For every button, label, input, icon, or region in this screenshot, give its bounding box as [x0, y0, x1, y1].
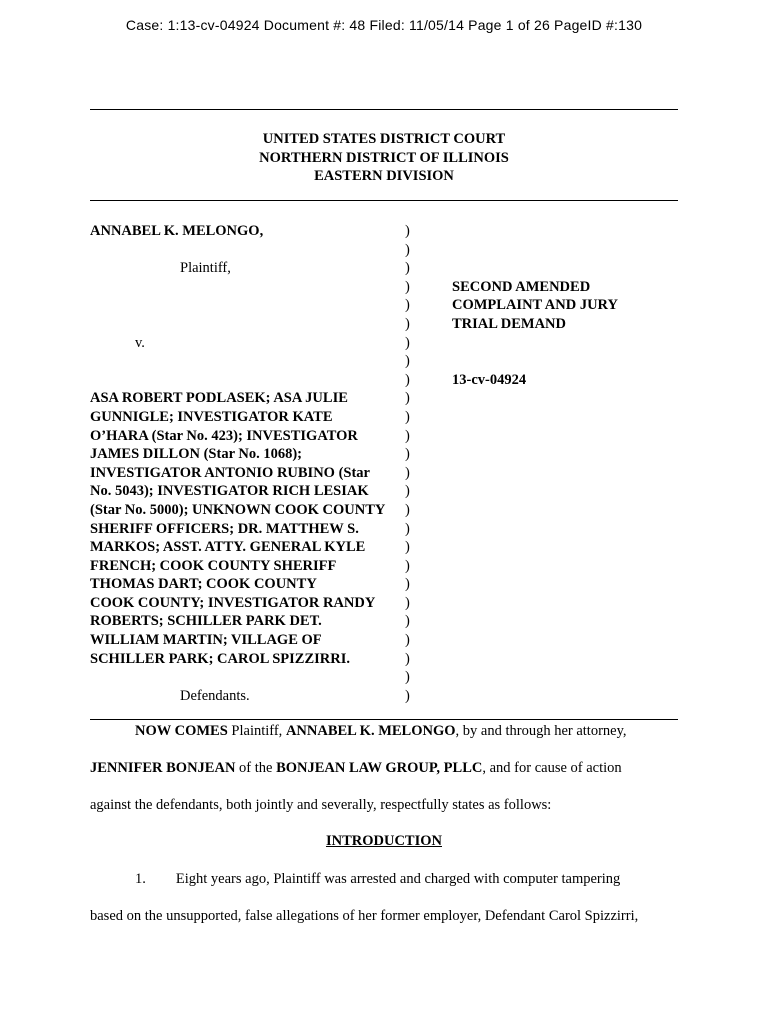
defendant-line: SHERIFF OFFICERS; DR. MATTHEW S. [90, 520, 359, 537]
paren: ) [405, 241, 410, 258]
defendant-line: SCHILLER PARK; CAROL SPIZZIRRI. [90, 650, 350, 667]
defendant-line: ASA ROBERT PODLASEK; ASA JULIE [90, 390, 348, 407]
paren: ) [405, 557, 410, 574]
defendants-list [90, 389, 410, 668]
defendant-line: No. 5043); INVESTIGATOR RICH LESIAK [90, 483, 369, 500]
plaintiff-name: ANNABEL K. MELONGO, [90, 223, 264, 239]
paren: ) [405, 576, 410, 593]
defendants-label: Defendants. [180, 687, 250, 704]
caption-top-rule [90, 200, 678, 201]
paren: ) [405, 632, 410, 649]
defendant-line: GUNNIGLE; INVESTIGATOR KATE [90, 408, 333, 425]
title-line: SECOND AMENDED [452, 278, 591, 295]
caption-bottom-rule [90, 719, 678, 720]
opening-line-3: against the defendants, both jointly and severally, respectfully states as follows: [90, 797, 552, 813]
paren: ) [405, 408, 410, 425]
versus-label: v. [135, 334, 145, 351]
paren: ) [405, 539, 410, 556]
paren: ) [405, 278, 410, 295]
paren: ) [405, 427, 410, 444]
paren: ) [405, 613, 410, 630]
court-name: UNITED STATES DISTRICT COURT [262, 131, 506, 147]
paren: ) [405, 594, 410, 611]
plaintiff-name-inline: ANNABEL K. MELONGO [285, 723, 456, 739]
paren: ) [405, 260, 410, 277]
paren: ) [405, 315, 410, 332]
defendant-line: O’HARA (Star No. 423); INVESTIGATOR [90, 427, 358, 444]
paren: ) [405, 223, 410, 239]
paren: ) [405, 446, 410, 463]
case-number: 13-cv-04924 [452, 371, 527, 388]
paren: ) [405, 520, 410, 537]
defendant-line: FRENCH; COOK COUNTY SHERIFF [90, 557, 337, 574]
title-line: TRIAL DEMAND [452, 315, 566, 332]
court-heading [0, 130, 768, 186]
paren: ) [405, 464, 410, 481]
defendant-line: COOK COUNTY; INVESTIGATOR RANDY [90, 594, 376, 611]
defendant-line: (Star No. 5000); UNKNOWN COOK COUNTY [90, 501, 386, 518]
defendant-line: THOMAS DART; COOK COUNTY [90, 576, 317, 593]
paren: ) [405, 371, 410, 388]
court-district: NORTHERN DISTRICT OF ILLINOIS [259, 149, 509, 166]
attorney-name: JENNIFER BONJEAN [90, 760, 236, 776]
defendant-line: ROBERTS; SCHILLER PARK DET. [90, 613, 322, 630]
paren: ) [405, 297, 410, 314]
document-title [452, 278, 618, 334]
paragraph-number: 1. [135, 871, 146, 887]
paren-column [405, 222, 410, 705]
opening-line-1: NOW COMES Plaintiff, ANNABEL K. MELONGO, by and through her attorney, [135, 723, 627, 739]
law-firm-name: BONJEAN LAW GROUP, PLLC [276, 760, 483, 776]
paren: ) [405, 501, 410, 518]
court-division: EASTERN DIVISION [314, 168, 454, 184]
top-rule [90, 109, 678, 110]
paren: ) [405, 687, 410, 704]
paren: ) [405, 334, 410, 351]
now-comes-text: NOW COMES [135, 723, 228, 739]
plaintiff-label: Plaintiff, [180, 260, 231, 277]
section-heading-introduction: INTRODUCTION [325, 833, 442, 849]
case-header-stamp: Case: 1:13-cv-04924 Document #: 48 Filed: 11/05/14 Page 1 of 26 PageID #:130 [125, 17, 643, 33]
defendant-line: JAMES DILLON (Star No. 1068); [90, 446, 302, 463]
paren: ) [405, 390, 410, 407]
paren: ) [405, 669, 410, 686]
defendant-line: INVESTIGATOR ANTONIO RUBINO (Star [90, 464, 370, 481]
paren: ) [405, 353, 410, 370]
paren: ) [405, 650, 410, 667]
defendant-line: WILLIAM MARTIN; VILLAGE OF [90, 632, 322, 649]
parties-block [90, 222, 410, 705]
paragraph-1-line-2: based on the unsupported, false allegations of her former employer, Defendant Carol Spizzirri, [90, 908, 639, 924]
paren: ) [405, 483, 410, 500]
opening-line-2: JENNIFER BONJEAN of the BONJEAN LAW GROUP, PLLC, and for cause of action [90, 760, 622, 776]
defendant-line: MARKOS; ASST. ATTY. GENERAL KYLE [90, 539, 366, 556]
paragraph-1-line-1: 1. Eight years ago, Plaintiff was arrested and charged with computer tampering [135, 871, 621, 887]
title-line: COMPLAINT AND JURY [452, 297, 618, 314]
